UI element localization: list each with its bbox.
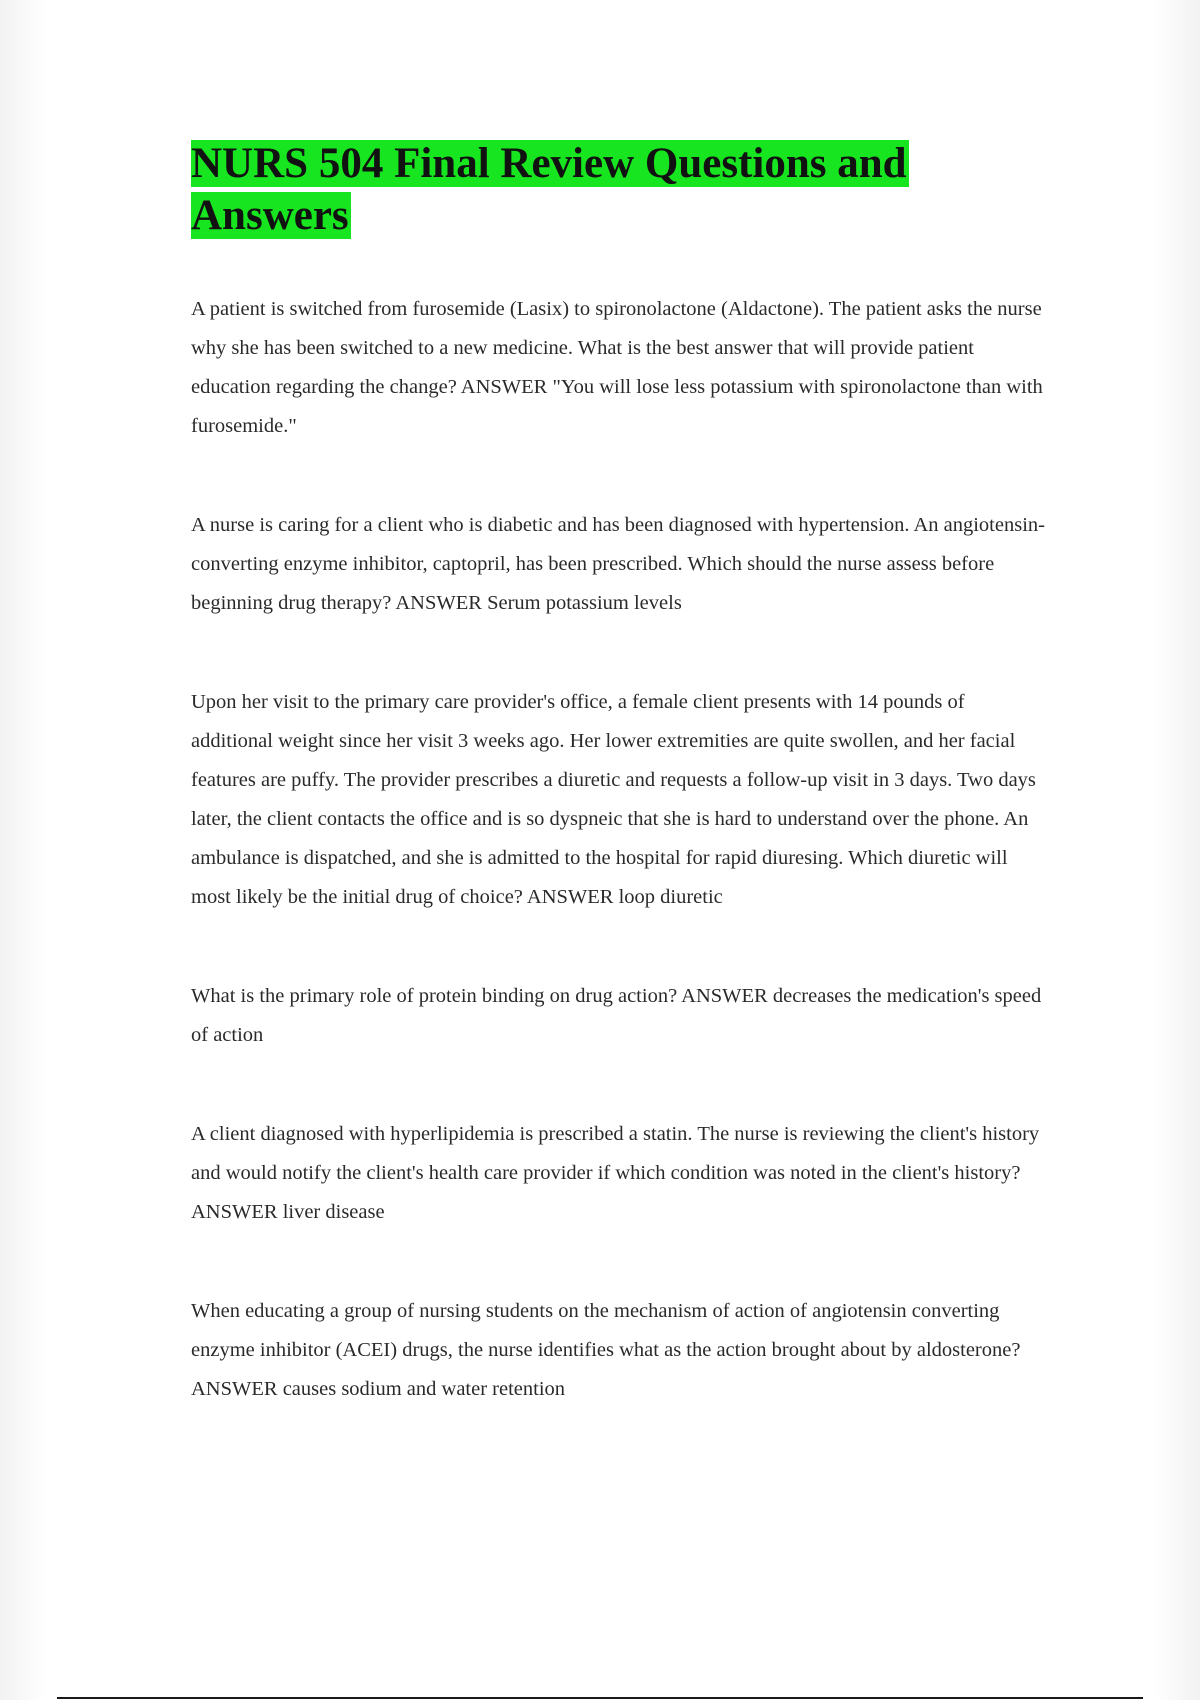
qa-answer: Serum potassium levels — [487, 592, 682, 614]
qa-question: Upon her visit to the primary care provider's office, a female client presents with 14 pounds of additional weight since her visit 3 weeks ago. Her lower extremities are quite swollen, and her facial features are puffy. The provider prescribes a diuretic and requests a follow-up visit in 3 days. Two days later, the client contacts the office and is so dyspneic that she is hard to understand over the phone. An ambulance is dispatched, and she is admitted to the hospital for rapid diuresing. Which diuretic will most likely be the initial drug of choice? ANSWER — [191, 691, 1036, 908]
qa-item-5 — [191, 1115, 1051, 1232]
page-edge-shadow-left — [0, 0, 46, 1700]
qa-item-6 — [191, 1292, 1051, 1409]
document-title — [191, 138, 971, 242]
qa-list — [191, 290, 1051, 1409]
qa-item-2 — [191, 506, 1051, 623]
qa-answer: loop diuretic — [618, 886, 723, 908]
document-content — [191, 138, 1051, 1469]
qa-item-3 — [191, 683, 1051, 917]
qa-question: A client diagnosed with hyperlipidemia is prescribed a statin. The nurse is reviewing the client's history and would notify the client's health care provider if which condition was noted in the client's history? ANSWER — [191, 1123, 1040, 1223]
page-bottom-rule — [57, 1697, 1143, 1699]
qa-answer: "You will lose less potassium with spironolactone than with furosemide." — [191, 376, 1043, 437]
qa-item-4 — [191, 977, 1051, 1055]
document-title-highlight: NURS 504 Final Review Questions and Answers — [191, 140, 907, 239]
qa-answer: liver disease — [282, 1201, 385, 1223]
qa-question: When educating a group of nursing students on the mechanism of action of angiotensin converting enzyme inhibitor (ACEI) drugs, the nurse identifies what as the action brought about by aldosterone? ANSWER — [191, 1300, 1021, 1400]
qa-answer: decreases the medication's speed of action — [191, 985, 1042, 1046]
qa-question: A patient is switched from furosemide (Lasix) to spironolactone (Aldactone). The patient asks the nurse why she has been switched to a new medicine. What is the best answer that will provide patient education regarding the change? ANSWER — [191, 298, 1042, 398]
qa-question: A nurse is caring for a client who is diabetic and has been diagnosed with hypertension. An angiotensin-converting enzyme inhibitor, captopril, has been prescribed. Which should the nurse assess before beginning drug therapy? ANSWER — [191, 514, 1045, 614]
qa-question: What is the primary role of protein binding on drug action? ANSWER — [191, 985, 768, 1007]
qa-answer: causes sodium and water retention — [282, 1378, 566, 1400]
qa-item-1 — [191, 290, 1051, 446]
page-edge-shadow-right — [1154, 0, 1200, 1700]
